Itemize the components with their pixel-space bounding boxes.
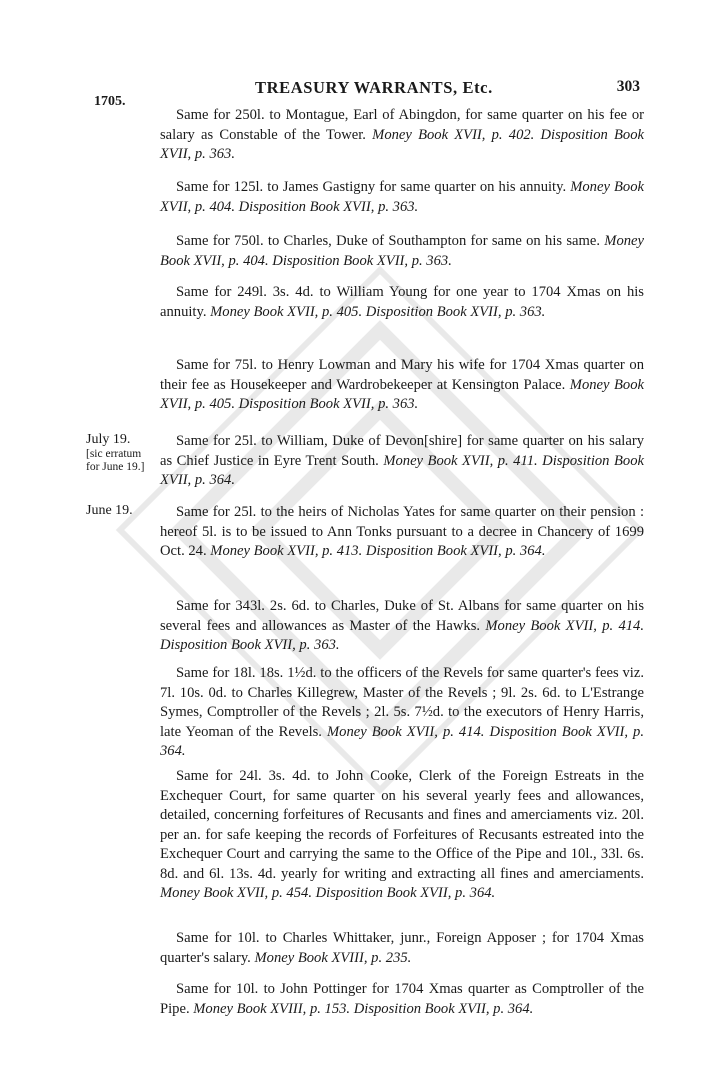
margin-erratum-line-2: for June 19.] <box>86 461 145 473</box>
entry: Same for 125l. to James Gastigny for same quarter on his annuity. Money Book XVII, p. 404. Disposition Book XVII, p. 363. <box>160 179 644 215</box>
entry: Same for 25l. to William, Duke of Devon[shire] for same quarter on his salary as Chief Justice in Eyre Trent South. Money Book XVII, p. 411. Disposition Book XVII, p. 364. <box>160 433 644 488</box>
page-header <box>255 78 640 104</box>
entry: Same for 18l. 18s. 1½d. to the officers of the Revels for same quarter's fees viz. 7l. 10s. 0d. to Charles Killegrew, Master of the Revels ; 9l. 2s. 6d. to L'Estrange Symes, Comptroller of the Revels ; 2l. 5s. 7½d. to the executors of Henry Harris, late Yeoman of the Revels. Money Book XVII, p. 414. Disposition Book XVII, p. 364. <box>160 665 644 759</box>
entry: Same for 750l. to Charles, Duke of Southampton for same on his same. Money Book XVII, p. 404. Disposition Book XVII, p. 363. <box>160 233 644 269</box>
entry: Same for 24l. 3s. 4d. to John Cooke, Clerk of the Foreign Estreats in the Exchequer Court, for same quarter on his several yearly fees and allowances, detailed, concerning forfeitures of Recusants and fines and amerciaments viz. 20l. per an. for safe keeping the records of Forfeitures of Recusants estreated into the Exchequer Court and carrying the same to the Office of the Pipe and 10l., 33l. 6s. 8d. and 6l. 13s. 4d. yearly for writing and extracting all fines and amerciaments. Money Book XVII, p. 454. Disposition Book XVII, p. 364. <box>160 768 644 901</box>
entry: Same for 10l. to Charles Whittaker, junr., Foreign Apposer ; for 1704 Xmas quarter's salary. Money Book XVIII, p. 235. <box>160 930 644 966</box>
page-number: 303 <box>616 78 640 95</box>
margin-date-july: July 19. <box>86 432 131 447</box>
margin-note-june <box>86 503 160 519</box>
margin-erratum-line-1: [sic erratum <box>86 448 142 460</box>
year-marker: 1705. <box>94 94 126 109</box>
entry: Same for 75l. to Henry Lowman and Mary his wife for 1704 Xmas quarter on their fee as Housekeeper and Wardrobekeeper at Kensington Palace. Money Book XVII, p. 405. Disposition Book XVII, p. 363. <box>160 357 644 412</box>
running-head: TREASURY WARRANTS, Etc. <box>255 78 493 97</box>
entry: Same for 343l. 2s. 6d. to Charles, Duke of St. Albans for same quarter on his several fees and allowances as Master of the Hawks. Money Book XVII, p. 414. Disposition Book XVII, p. 363. <box>160 598 644 653</box>
entry: Same for 249l. 3s. 4d. to William Young for one year to 1704 Xmas on his annuity. Money Book XVII, p. 405. Disposition Book XVII, p. 363. <box>160 284 644 320</box>
entry: Same for 10l. to John Pottinger for 1704 Xmas quarter as Comptroller of the Pipe. Money Book XVIII, p. 153. Disposition Book XVII, p. 364. <box>160 981 644 1017</box>
margin-note-july <box>86 432 160 474</box>
entry: Same for 25l. to the heirs of Nicholas Yates for same quarter on their pension : hereof 5l. is to be issued to Ann Tonks pursuant to a decree in Chancery of 1699 Oct. 24. Money Book XVII, p. 413. Disposition Book XVII, p. 364. <box>160 504 644 559</box>
margin-date-june: June 19. <box>86 503 133 518</box>
entry: Same for 250l. to Montague, Earl of Abingdon, for same quarter on his fee or salary as Constable of the Tower. Money Book XVII, p. 402. Disposition Book XVII, p. 363. <box>160 107 644 162</box>
